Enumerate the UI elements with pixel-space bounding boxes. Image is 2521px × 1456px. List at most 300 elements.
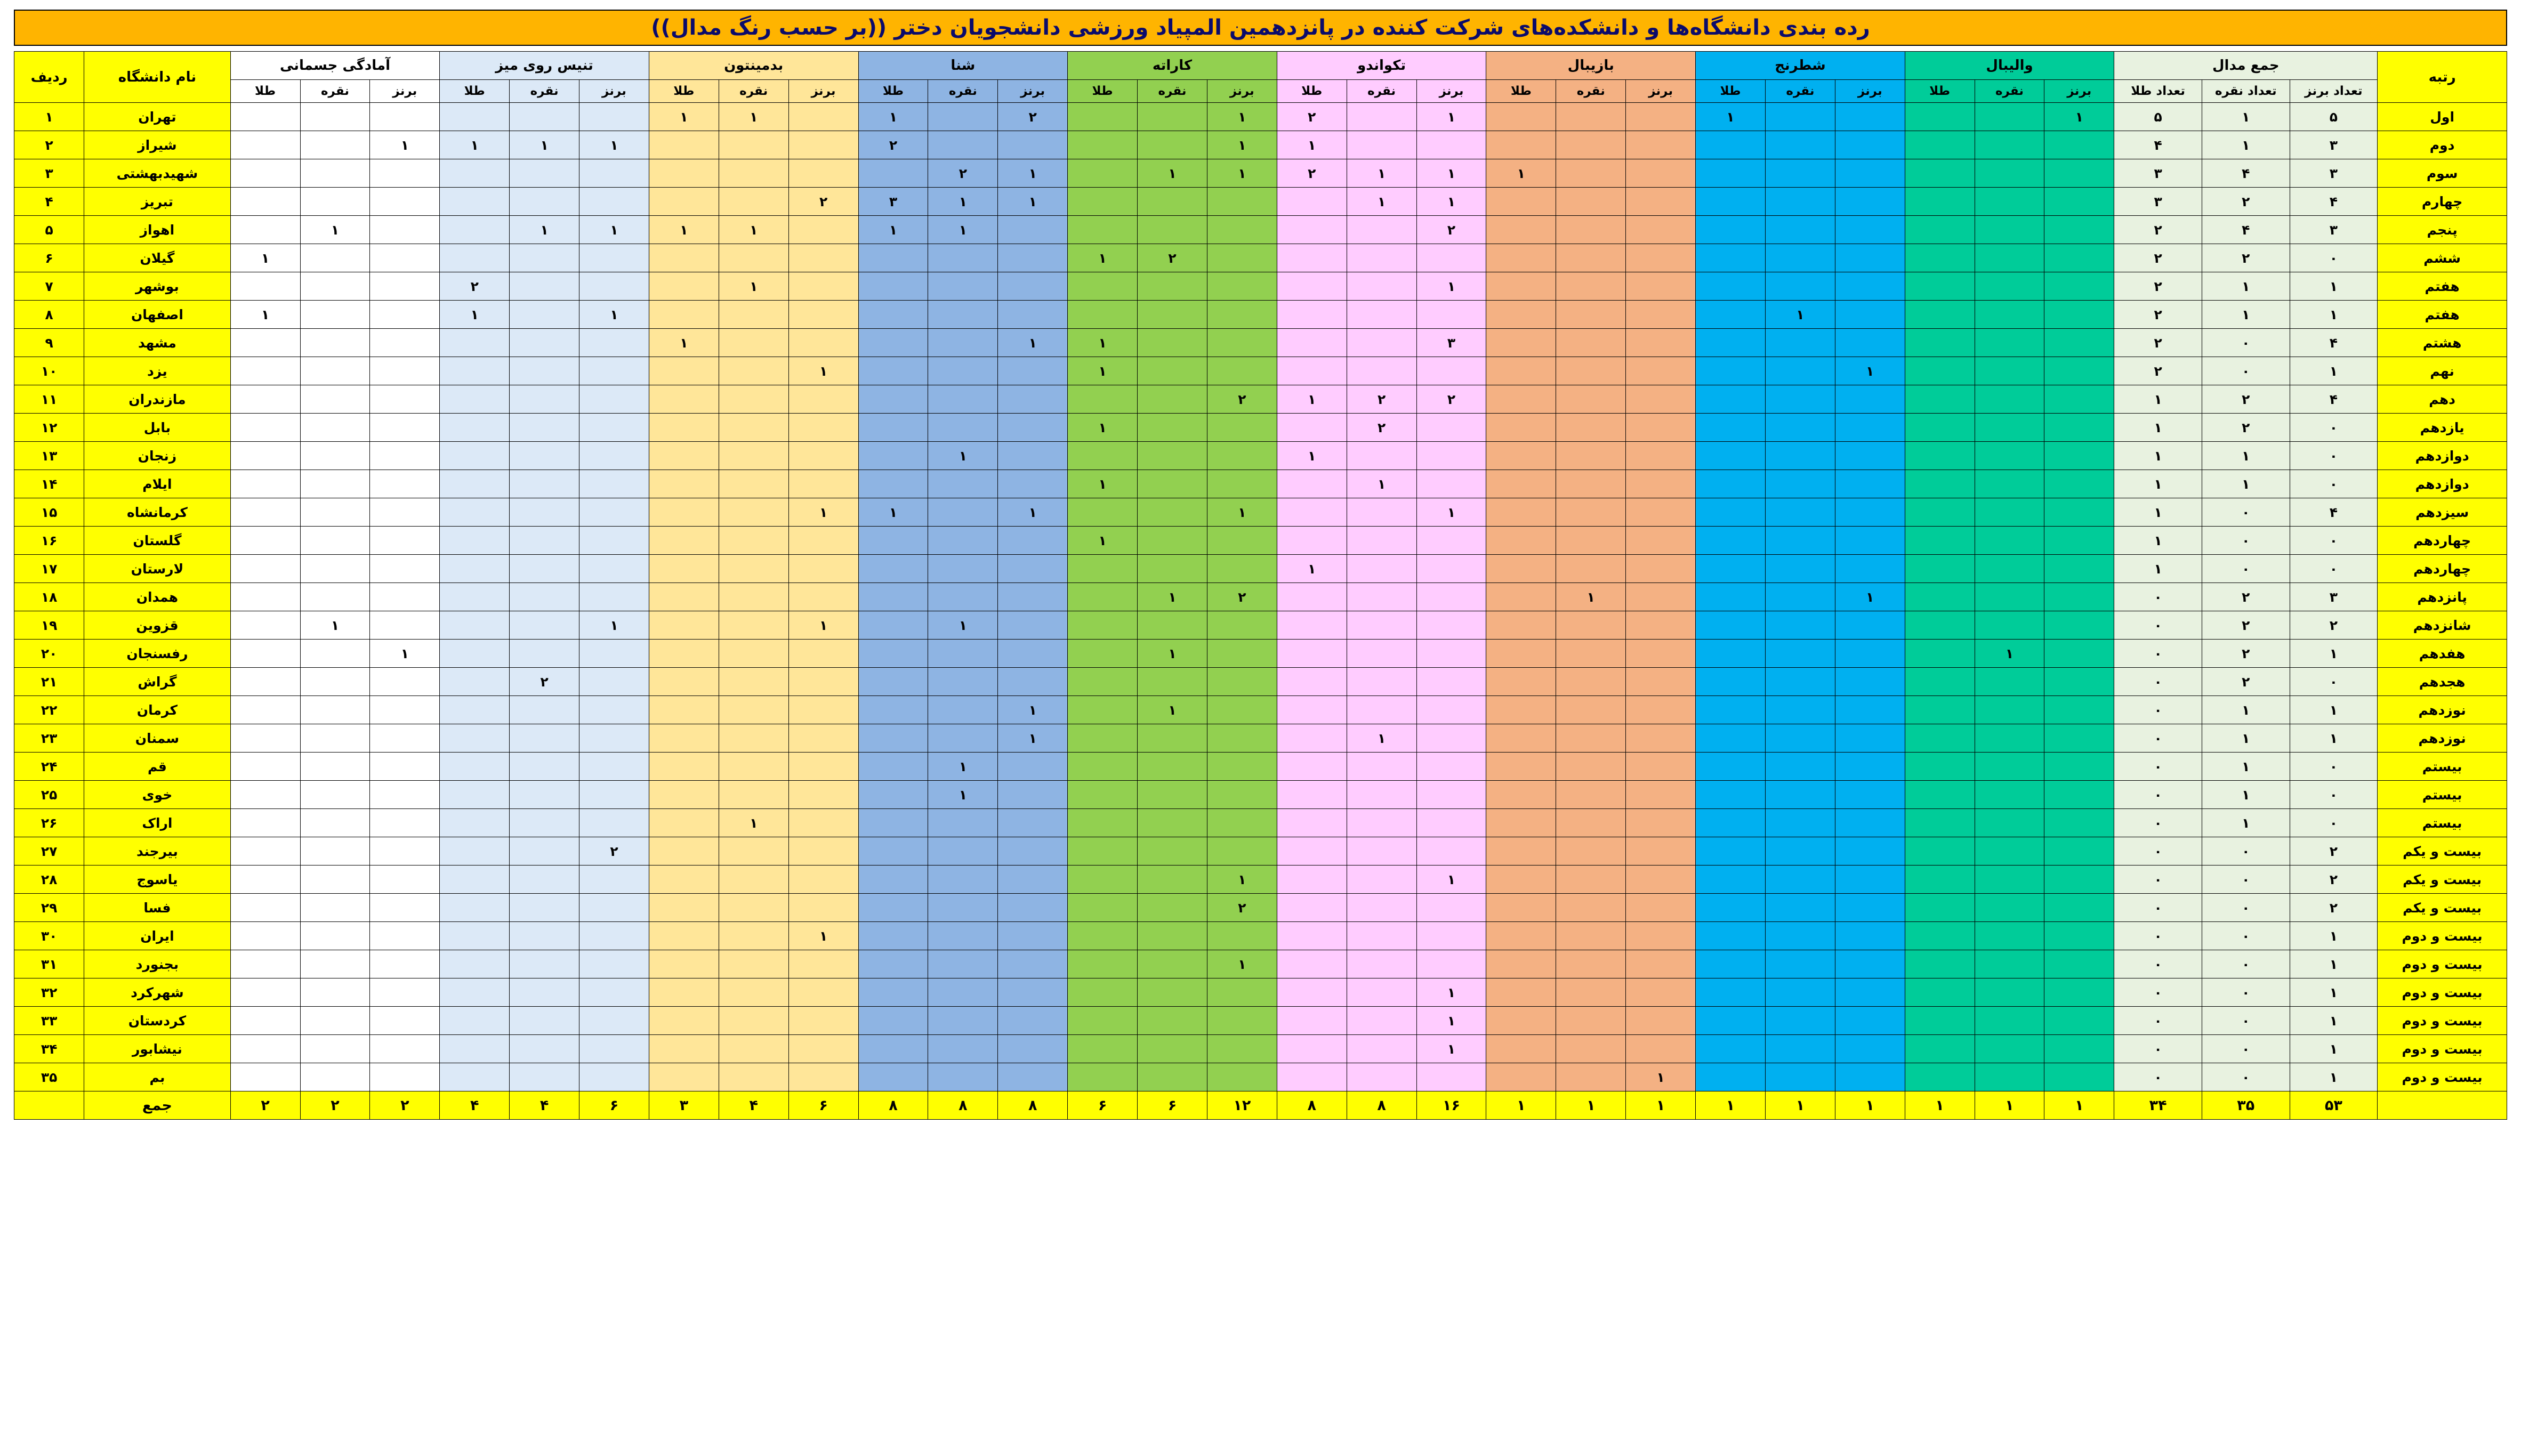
cell-basketball-bronze (1626, 1007, 1696, 1035)
cell-table-tennis-bronze (579, 244, 649, 272)
cell-karate-bronze: ۱ (1207, 103, 1277, 131)
cell-swimming-bronze: ۲ (998, 103, 1068, 131)
cell-table-tennis-silver (510, 809, 579, 837)
cell-chess-bronze (1835, 301, 1905, 329)
cell-volleyball-silver (1975, 272, 2044, 301)
cell-basketball-gold (1486, 950, 1556, 978)
cell-fitness-gold (230, 414, 300, 442)
cell-swimming-bronze (998, 1063, 1068, 1091)
table-row (14, 922, 2507, 950)
cell-karate-gold (1068, 922, 1138, 950)
cell-fitness-bronze (370, 414, 440, 442)
cell-volleyball-bronze (2044, 131, 2114, 159)
cell-university: اهواز (84, 216, 230, 244)
cell-volleyball-gold (1905, 357, 1975, 385)
cell-table-tennis-gold (440, 1007, 510, 1035)
cell-table-tennis-gold (440, 837, 510, 865)
cell-total-gold: ۴ (2114, 131, 2202, 159)
table-row (14, 1063, 2507, 1091)
cell-taekwondo-silver (1347, 1035, 1416, 1063)
cell-table-tennis-silver (510, 357, 579, 385)
cell-fitness-gold (230, 216, 300, 244)
cell-volleyball-gold (1905, 1007, 1975, 1035)
cell-table-tennis-gold (440, 329, 510, 357)
cell-fitness-bronze (370, 555, 440, 583)
totals-karate-gold: ۶ (1068, 1091, 1138, 1120)
cell-badminton-gold (649, 301, 719, 329)
cell-volleyball-silver (1975, 837, 2044, 865)
cell-total-silver: ۰ (2202, 555, 2290, 583)
header-fitness-silver: نقره (300, 80, 370, 103)
cell-karate-bronze (1207, 781, 1277, 809)
cell-karate-bronze: ۲ (1207, 583, 1277, 611)
table-row (14, 131, 2507, 159)
totals-swimming-bronze: ۸ (998, 1091, 1068, 1120)
cell-volleyball-bronze (2044, 527, 2114, 555)
cell-total-silver: ۲ (2202, 188, 2290, 216)
cell-total-silver: ۱ (2202, 103, 2290, 131)
cell-badminton-silver: ۱ (719, 103, 788, 131)
cell-table-tennis-gold (440, 442, 510, 470)
cell-chess-gold (1696, 781, 1766, 809)
cell-basketball-gold (1486, 329, 1556, 357)
cell-taekwondo-gold (1277, 301, 1347, 329)
cell-table-tennis-bronze (579, 781, 649, 809)
cell-row-number: ۱۹ (14, 611, 84, 640)
cell-karate-gold (1068, 865, 1138, 894)
cell-fitness-gold (230, 696, 300, 724)
table-row (14, 188, 2507, 216)
totals-swimming-gold: ۸ (858, 1091, 928, 1120)
totals-taekwondo-silver: ۸ (1347, 1091, 1416, 1120)
cell-row-number: ۳۴ (14, 1035, 84, 1063)
cell-volleyball-gold (1905, 668, 1975, 696)
cell-total-bronze: ۳ (2290, 583, 2378, 611)
cell-fitness-bronze (370, 668, 440, 696)
cell-chess-gold (1696, 1007, 1766, 1035)
cell-total-bronze: ۱ (2290, 950, 2378, 978)
cell-taekwondo-silver (1347, 329, 1416, 357)
cell-chess-bronze (1835, 385, 1905, 414)
cell-total-gold: ۲ (2114, 329, 2202, 357)
cell-table-tennis-gold (440, 865, 510, 894)
cell-swimming-silver: ۱ (928, 611, 998, 640)
cell-karate-silver: ۱ (1138, 640, 1207, 668)
cell-fitness-bronze (370, 753, 440, 781)
cell-taekwondo-bronze (1416, 837, 1486, 865)
cell-karate-silver: ۱ (1138, 696, 1207, 724)
cell-badminton-bronze (788, 159, 858, 188)
cell-badminton-silver (719, 753, 788, 781)
header-badminton-gold: طلا (649, 80, 719, 103)
cell-fitness-silver (300, 329, 370, 357)
cell-basketball-gold (1486, 103, 1556, 131)
cell-volleyball-gold (1905, 272, 1975, 301)
cell-basketball-bronze (1626, 414, 1696, 442)
cell-karate-gold (1068, 159, 1138, 188)
cell-basketball-bronze (1626, 781, 1696, 809)
table-row (14, 865, 2507, 894)
cell-total-silver: ۲ (2202, 244, 2290, 272)
cell-volleyball-bronze (2044, 216, 2114, 244)
cell-taekwondo-gold (1277, 188, 1347, 216)
cell-swimming-silver (928, 837, 998, 865)
cell-fitness-bronze (370, 103, 440, 131)
cell-volleyball-gold (1905, 837, 1975, 865)
cell-karate-silver (1138, 329, 1207, 357)
cell-university: سمنان (84, 724, 230, 753)
cell-swimming-bronze: ۱ (998, 696, 1068, 724)
cell-karate-bronze (1207, 244, 1277, 272)
cell-total-gold: ۱ (2114, 498, 2202, 527)
cell-swimming-bronze (998, 442, 1068, 470)
cell-total-bronze: ۱ (2290, 357, 2378, 385)
cell-badminton-bronze (788, 894, 858, 922)
cell-total-silver: ۱ (2202, 442, 2290, 470)
cell-swimming-gold (858, 159, 928, 188)
cell-swimming-gold (858, 583, 928, 611)
cell-swimming-bronze: ۱ (998, 188, 1068, 216)
cell-badminton-bronze (788, 527, 858, 555)
cell-university: بوشهر (84, 272, 230, 301)
cell-chess-silver (1766, 1007, 1835, 1035)
cell-taekwondo-bronze (1416, 950, 1486, 978)
cell-badminton-gold (649, 385, 719, 414)
cell-volleyball-silver (1975, 414, 2044, 442)
cell-total-silver: ۱ (2202, 724, 2290, 753)
cell-taekwondo-silver (1347, 555, 1416, 583)
cell-rank: نوزدهم (2378, 724, 2507, 753)
cell-taekwondo-silver (1347, 809, 1416, 837)
cell-row-number: ۳۱ (14, 950, 84, 978)
cell-table-tennis-gold (440, 188, 510, 216)
cell-badminton-bronze (788, 103, 858, 131)
cell-karate-bronze: ۲ (1207, 894, 1277, 922)
cell-karate-gold (1068, 103, 1138, 131)
cell-row-number: ۲۸ (14, 865, 84, 894)
cell-swimming-bronze (998, 809, 1068, 837)
cell-taekwondo-gold (1277, 1007, 1347, 1035)
cell-basketball-bronze (1626, 950, 1696, 978)
cell-table-tennis-silver (510, 753, 579, 781)
table-row (14, 470, 2507, 498)
cell-volleyball-bronze (2044, 159, 2114, 188)
cell-volleyball-gold (1905, 159, 1975, 188)
cell-fitness-bronze (370, 329, 440, 357)
cell-volleyball-bronze (2044, 244, 2114, 272)
table-row (14, 272, 2507, 301)
cell-swimming-gold (858, 442, 928, 470)
cell-total-bronze: ۱ (2290, 1063, 2378, 1091)
cell-taekwondo-bronze: ۱ (1416, 978, 1486, 1007)
cell-badminton-silver (719, 527, 788, 555)
cell-chess-silver (1766, 922, 1835, 950)
cell-chess-bronze (1835, 470, 1905, 498)
cell-swimming-gold: ۲ (858, 131, 928, 159)
cell-volleyball-silver: ۱ (1975, 640, 2044, 668)
cell-fitness-silver: ۱ (300, 611, 370, 640)
cell-total-silver: ۰ (2202, 922, 2290, 950)
cell-karate-silver (1138, 131, 1207, 159)
cell-taekwondo-silver (1347, 272, 1416, 301)
cell-fitness-bronze (370, 611, 440, 640)
table-row (14, 781, 2507, 809)
cell-row-number: ۲۳ (14, 724, 84, 753)
cell-chess-silver (1766, 188, 1835, 216)
cell-taekwondo-silver (1347, 865, 1416, 894)
cell-swimming-bronze (998, 414, 1068, 442)
totals-volleyball-bronze: ۱ (2044, 1091, 2114, 1120)
cell-row-number: ۴ (14, 188, 84, 216)
cell-university: ایلام (84, 470, 230, 498)
cell-basketball-silver (1556, 1063, 1626, 1091)
cell-row-number: ۲۷ (14, 837, 84, 865)
cell-swimming-gold (858, 357, 928, 385)
cell-badminton-bronze (788, 1007, 858, 1035)
cell-karate-gold: ۱ (1068, 357, 1138, 385)
cell-karate-gold (1068, 611, 1138, 640)
cell-badminton-silver (719, 188, 788, 216)
cell-chess-bronze (1835, 1063, 1905, 1091)
page-title-bar (14, 10, 2507, 46)
cell-volleyball-silver (1975, 668, 2044, 696)
cell-chess-gold (1696, 216, 1766, 244)
cell-chess-gold (1696, 809, 1766, 837)
cell-karate-bronze: ۱ (1207, 498, 1277, 527)
cell-table-tennis-bronze (579, 753, 649, 781)
cell-taekwondo-silver (1347, 668, 1416, 696)
cell-total-silver: ۱ (2202, 696, 2290, 724)
cell-row-number: ۱۱ (14, 385, 84, 414)
cell-swimming-bronze (998, 611, 1068, 640)
cell-volleyball-gold (1905, 781, 1975, 809)
cell-taekwondo-bronze (1416, 781, 1486, 809)
cell-table-tennis-silver (510, 1007, 579, 1035)
cell-taekwondo-silver (1347, 583, 1416, 611)
totals-karate-bronze: ۱۲ (1207, 1091, 1277, 1120)
cell-badminton-silver (719, 724, 788, 753)
cell-rank: بیست و دوم (2378, 978, 2507, 1007)
cell-swimming-bronze (998, 978, 1068, 1007)
header-volleyball-silver: نقره (1975, 80, 2044, 103)
cell-basketball-bronze (1626, 1035, 1696, 1063)
cell-total-silver: ۲ (2202, 668, 2290, 696)
cell-fitness-silver (300, 555, 370, 583)
cell-fitness-gold (230, 583, 300, 611)
cell-basketball-bronze (1626, 357, 1696, 385)
cell-basketball-gold (1486, 724, 1556, 753)
cell-fitness-gold (230, 753, 300, 781)
cell-table-tennis-bronze (579, 696, 649, 724)
cell-total-silver: ۱ (2202, 809, 2290, 837)
cell-fitness-gold (230, 131, 300, 159)
header-group-badminton: بدمینتون (649, 52, 858, 80)
cell-total-bronze: ۱ (2290, 301, 2378, 329)
cell-total-bronze: ۱ (2290, 696, 2378, 724)
cell-karate-bronze: ۱ (1207, 950, 1277, 978)
cell-karate-gold (1068, 696, 1138, 724)
totals-swimming-silver: ۸ (928, 1091, 998, 1120)
cell-swimming-silver (928, 978, 998, 1007)
cell-badminton-bronze: ۱ (788, 922, 858, 950)
cell-table-tennis-gold (440, 1035, 510, 1063)
cell-fitness-bronze (370, 188, 440, 216)
cell-taekwondo-bronze: ۱ (1416, 1035, 1486, 1063)
cell-swimming-bronze: ۱ (998, 159, 1068, 188)
cell-taekwondo-silver (1347, 950, 1416, 978)
cell-swimming-silver (928, 329, 998, 357)
cell-total-silver: ۲ (2202, 385, 2290, 414)
cell-volleyball-bronze (2044, 272, 2114, 301)
cell-badminton-bronze (788, 837, 858, 865)
cell-total-gold: ۲ (2114, 301, 2202, 329)
cell-basketball-bronze (1626, 159, 1696, 188)
cell-university: خوی (84, 781, 230, 809)
cell-badminton-silver (719, 668, 788, 696)
cell-basketball-silver (1556, 159, 1626, 188)
cell-badminton-gold (649, 837, 719, 865)
cell-table-tennis-silver (510, 414, 579, 442)
cell-row-number: ۷ (14, 272, 84, 301)
cell-karate-silver (1138, 781, 1207, 809)
cell-fitness-silver (300, 414, 370, 442)
cell-badminton-gold (649, 950, 719, 978)
cell-basketball-bronze (1626, 809, 1696, 837)
cell-karate-silver (1138, 668, 1207, 696)
cell-swimming-silver (928, 950, 998, 978)
cell-swimming-silver (928, 555, 998, 583)
cell-karate-silver (1138, 442, 1207, 470)
cell-table-tennis-silver (510, 385, 579, 414)
cell-chess-bronze (1835, 696, 1905, 724)
cell-volleyball-bronze (2044, 611, 2114, 640)
cell-karate-silver: ۱ (1138, 159, 1207, 188)
cell-chess-gold (1696, 244, 1766, 272)
cell-total-gold: ۰ (2114, 922, 2202, 950)
header-taekwondo-silver: نقره (1347, 80, 1416, 103)
cell-table-tennis-gold (440, 1063, 510, 1091)
cell-chess-bronze: ۱ (1835, 583, 1905, 611)
cell-karate-silver (1138, 922, 1207, 950)
cell-total-silver: ۱ (2202, 753, 2290, 781)
cell-karate-silver (1138, 1007, 1207, 1035)
cell-taekwondo-silver (1347, 357, 1416, 385)
cell-badminton-bronze (788, 753, 858, 781)
cell-total-gold: ۰ (2114, 978, 2202, 1007)
cell-table-tennis-gold (440, 357, 510, 385)
cell-swimming-silver (928, 1035, 998, 1063)
cell-chess-bronze (1835, 244, 1905, 272)
cell-university: گلستان (84, 527, 230, 555)
cell-taekwondo-bronze (1416, 131, 1486, 159)
cell-basketball-silver (1556, 724, 1626, 753)
cell-basketball-gold (1486, 301, 1556, 329)
cell-chess-gold (1696, 385, 1766, 414)
cell-volleyball-gold (1905, 498, 1975, 527)
cell-chess-gold (1696, 837, 1766, 865)
table-row (14, 894, 2507, 922)
cell-fitness-silver (300, 696, 370, 724)
cell-total-bronze: ۱ (2290, 640, 2378, 668)
cell-badminton-bronze: ۱ (788, 357, 858, 385)
cell-volleyball-bronze (2044, 950, 2114, 978)
cell-taekwondo-bronze (1416, 696, 1486, 724)
cell-taekwondo-gold (1277, 244, 1347, 272)
cell-taekwondo-bronze (1416, 668, 1486, 696)
cell-karate-bronze (1207, 668, 1277, 696)
cell-chess-bronze (1835, 668, 1905, 696)
table-body (14, 103, 2507, 1091)
cell-taekwondo-silver (1347, 611, 1416, 640)
cell-total-bronze: ۰ (2290, 668, 2378, 696)
cell-taekwondo-silver (1347, 216, 1416, 244)
cell-fitness-gold (230, 950, 300, 978)
totals-badminton-bronze: ۶ (788, 1091, 858, 1120)
cell-taekwondo-silver (1347, 753, 1416, 781)
cell-badminton-gold (649, 1063, 719, 1091)
cell-taekwondo-silver (1347, 640, 1416, 668)
cell-table-tennis-silver (510, 159, 579, 188)
cell-swimming-silver (928, 131, 998, 159)
cell-volleyball-gold (1905, 442, 1975, 470)
cell-chess-gold (1696, 1035, 1766, 1063)
cell-university: فسا (84, 894, 230, 922)
cell-table-tennis-gold (440, 781, 510, 809)
cell-chess-silver (1766, 611, 1835, 640)
cell-fitness-bronze: ۱ (370, 131, 440, 159)
cell-total-gold: ۰ (2114, 611, 2202, 640)
cell-badminton-gold (649, 640, 719, 668)
cell-swimming-gold: ۱ (858, 103, 928, 131)
cell-fitness-gold (230, 159, 300, 188)
cell-fitness-bronze (370, 301, 440, 329)
cell-badminton-bronze (788, 583, 858, 611)
cell-basketball-silver (1556, 950, 1626, 978)
header-table-tennis-bronze: برنز (579, 80, 649, 103)
cell-badminton-bronze (788, 244, 858, 272)
cell-row-number: ۹ (14, 329, 84, 357)
cell-university: لارستان (84, 555, 230, 583)
cell-badminton-gold (649, 131, 719, 159)
cell-taekwondo-gold (1277, 809, 1347, 837)
table-row (14, 301, 2507, 329)
cell-volleyball-gold (1905, 1063, 1975, 1091)
header-volleyball-gold: طلا (1905, 80, 1975, 103)
cell-table-tennis-gold (440, 950, 510, 978)
cell-table-tennis-silver (510, 611, 579, 640)
totals-table-tennis-bronze: ۶ (579, 1091, 649, 1120)
cell-taekwondo-gold (1277, 414, 1347, 442)
table-row (14, 385, 2507, 414)
medals-table (14, 51, 2507, 1120)
cell-total-silver: ۰ (2202, 1007, 2290, 1035)
cell-badminton-silver (719, 1007, 788, 1035)
cell-chess-bronze (1835, 865, 1905, 894)
cell-table-tennis-gold (440, 978, 510, 1007)
cell-fitness-gold: ۱ (230, 301, 300, 329)
cell-total-silver: ۱ (2202, 301, 2290, 329)
cell-volleyball-bronze (2044, 1035, 2114, 1063)
header-fitness-bronze: برنز (370, 80, 440, 103)
table-row (14, 244, 2507, 272)
cell-table-tennis-silver (510, 724, 579, 753)
cell-university: تهران (84, 103, 230, 131)
cell-table-tennis-bronze: ۱ (579, 216, 649, 244)
cell-table-tennis-bronze: ۱ (579, 611, 649, 640)
cell-swimming-silver (928, 527, 998, 555)
cell-basketball-bronze (1626, 385, 1696, 414)
cell-table-tennis-bronze (579, 527, 649, 555)
